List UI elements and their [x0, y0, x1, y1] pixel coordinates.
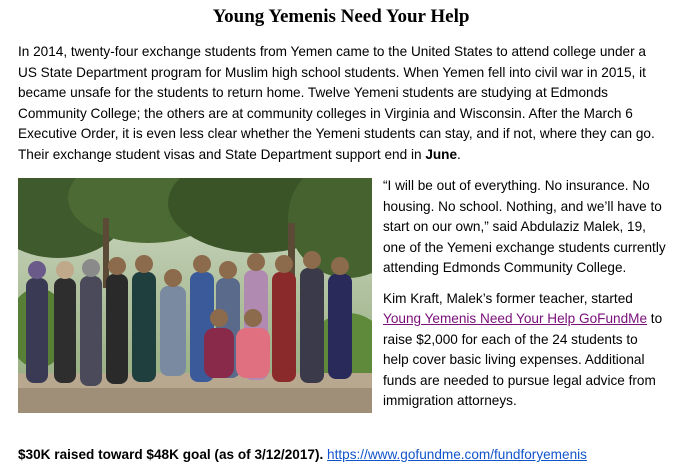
fundraising-goal: $30K raised toward $48K goal (as of 3/12/2017). [18, 447, 324, 462]
kraft-before: Kim Kraft, Malek’s former teacher, started [383, 290, 633, 306]
gofundme-campaign-link[interactable]: Young Yemenis Need Your Help GoFundMe [383, 311, 648, 326]
gofundme-url-link[interactable]: https://www.gofundme.com/fundforyemenis [327, 447, 587, 462]
quote-paragraph: “I will be out of everything. No insurance. No housing. No school. Nothing, and we’ll have to start on our own,” said Abdulaziz Malek, 19, one of the Yemeni exchange students currently attending Edmonds Community College. [383, 178, 666, 275]
intro-text: In 2014, twenty-four exchange students from Yemen came to the United States to attend college under a US State Department program for Muslim high school students. When Yemen fell into civil war in 2015, it became unsafe for the students to return home. Twelve Yemeni students are studying at Edmonds Community College; the others are at community colleges in Virginia and Wisconsin. After the March 6 Executive Order, it is even less clear whether the Yemeni students can stay, and if not, where they can go. Their exchange student visas and State Department support end in [18, 44, 655, 162]
side-text [383, 176, 667, 422]
kraft-after: to raise $2,000 for each of the 24 students to help cover basic living expenses. Additional funds are needed to pursue legal advice from immigration attorneys. [383, 311, 663, 408]
group-photo [18, 178, 372, 413]
page-title: Young Yemenis Need Your Help [212, 6, 470, 27]
footer-line [18, 445, 678, 465]
intro-end: . [457, 146, 461, 162]
intro-paragraph [18, 42, 668, 165]
intro-emphasis: June [425, 146, 458, 162]
kraft-paragraph [383, 289, 667, 412]
